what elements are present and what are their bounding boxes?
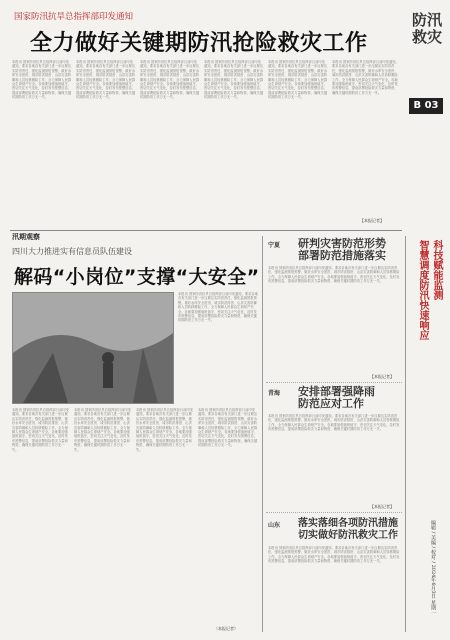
side-slogan-1: 科技赋能监测	[431, 240, 442, 300]
section-code: B 03	[409, 98, 443, 114]
upper-col-3: 本报讯 国家防汛抗旱总指挥部日前印发通知，要求各地各有关部门进一步压紧压实防汛责任，强化监测预报预警，做好水库安全度汛、城市防洪排涝、山洪灾害防御和人员转移避险工作，全力保障人民群众生命财产安全。各地要加强值班值守，密切关注天气变化，及时发布预警信息，提前部署抢险救灾力量和物资，确保关键时期防汛工作万无一失。	[140, 60, 200, 100]
lower-col-1: 本报讯 国家防汛抗旱总指挥部日前印发通知，要求各地各有关部门进一步压紧压实防汛责任，强化监测预报预警，做好水库安全度汛、城市防洪排涝、山洪灾害防御和人员转移避险工作，全力保障人民群众生命财产安全。各地要加强值班值守，密切关注天气变化，及时发布预警信息，提前部署抢险救灾力量和物资，确保关键时期防汛工作万无一失。	[12, 408, 69, 452]
upper-col-5: 本报讯 国家防汛抗旱总指挥部日前印发通知，要求各地各有关部门进一步压紧压实防汛责任，强化监测预报预警，做好水库安全度汛、城市防洪排涝、山洪灾害防御和人员转移避险工作，全力保障人民群众生命财产安全。各地要加强值班值守，密切关注天气变化，及时发布预警信息，提前部署抢险救灾力量和物资，确保关键时期防汛工作万无一失。	[268, 60, 328, 100]
shandong-body: 本报讯 国家防汛抗旱总指挥部日前印发通知，要求各地各有关部门进一步压紧压实防汛责任，强化监测预报预警，做好水库安全度汛、城市防洪排涝、山洪灾害防御和人员转移避险工作，全力保障人民群众生命财产安全。各地要加强值班值守，密切关注天气变化，及时发布预警信息，提前部署抢险救灾力量和物资，确保关键时期防汛工作万无一失。	[268, 546, 400, 564]
shandong-headline: 落实落细各项防汛措施 切实做好防汛救灾工作	[298, 518, 398, 541]
ningxia-body: 本报讯 国家防汛抗旱总指挥部日前印发通知，要求各地各有关部门进一步压紧压实防汛责任，强化监测预报预警，做好水库安全度汛、城市防洪排涝、山洪灾害防御和人员转移避险工作，全力保障人民群众生命财产安全。各地要加强值班值守，密切关注天气变化，及时发布预警信息，提前部署抢险救灾力量和物资，确保关键时期防汛工作万无一失。	[268, 266, 400, 284]
divider-qinghai	[266, 512, 402, 513]
divider-vertical	[262, 236, 263, 632]
main-headline: 全力做好关键期防汛抢险救灾工作	[30, 31, 368, 56]
region-shandong: 山东	[268, 522, 281, 529]
qinghai-headline: 安排部署强降雨 防范应对工作	[298, 385, 375, 410]
photo-illustration	[13, 293, 173, 403]
lower-col-beside-photo: 本报讯 国家防汛抗旱总指挥部日前印发通知，要求各地各有关部门进一步压紧压实防汛责任，强化监测预报预警，做好水库安全度汛、城市防洪排涝、山洪灾害防御和人员转移避险工作，全力保障人民群众生命财产安全。各地要加强值班值守，密切关注天气变化，及时发布预警信息，提前部署抢险救灾力量和物资，确保关键时期防汛工作万无一失。	[178, 292, 259, 323]
divider-ningxia	[266, 382, 402, 383]
article-photo	[12, 292, 174, 404]
region-ningxia: 宁夏	[268, 242, 281, 249]
lower-headline: 解码“小岗位”支撑“大安全”	[14, 266, 260, 288]
section-name	[410, 12, 444, 46]
qinghai-body: 本报讯 国家防汛抗旱总指挥部日前印发通知，要求各地各有关部门进一步压紧压实防汛责任，强化监测预报预警，做好水库安全度汛、城市防洪排涝、山洪灾害防御和人员转移避险工作，全力保障人民群众生命财产安全。各地要加强值班值守，密切关注天气变化，及时发布预警信息，提前部署抢险救灾力量和物资，确保关键时期防汛工作万无一失。	[268, 414, 400, 432]
column-label: 汛期观察	[12, 233, 40, 241]
lower-col-2: 本报讯 国家防汛抗旱总指挥部日前印发通知，要求各地各有关部门进一步压紧压实防汛责任，强化监测预报预警，做好水库安全度汛、城市防洪排涝、山洪灾害防御和人员转移避险工作，全力保障人民群众生命财产安全。各地要加强值班值守，密切关注天气变化，及时发布预警信息，提前部署抢险救灾力量和物资，确保关键时期防汛工作万无一失。	[74, 408, 131, 452]
side-slogan-2: 智慧调度防汛	[417, 240, 428, 300]
upper-col-1: 本报讯 国家防汛抗旱总指挥部日前印发通知，要求各地各有关部门进一步压紧压实防汛责任，强化监测预报预警，做好水库安全度汛、城市防洪排涝、山洪灾害防御和人员转移避险工作，全力保障人民群众生命财产安全。各地要加强值班值守，密切关注天气变化，及时发布预警信息，提前部署抢险救灾力量和物资，确保关键时期防汛工作万无一失。	[12, 60, 72, 100]
footer-side: 编辑 / 美编 / 校对 / 2024年6月3日 星期一	[430, 520, 436, 616]
editor-tag-4: （本报记者）	[214, 626, 238, 631]
section-name-text: 防汛救灾	[411, 11, 442, 46]
divider-upper	[10, 230, 402, 231]
region-qinghai: 青海	[268, 390, 281, 397]
upper-col-4: 本报讯 国家防汛抗旱总指挥部日前印发通知，要求各地各有关部门进一步压紧压实防汛责任，强化监测预报预警，做好水库安全度汛、城市防洪排涝、山洪灾害防御和人员转移避险工作，全力保障人民群众生命财产安全。各地要加强值班值守，密切关注天气变化，及时发布预警信息，提前部署抢险救灾力量和物资，确保关键时期防汛工作万无一失。	[204, 60, 264, 100]
lower-col-4: 本报讯 国家防汛抗旱总指挥部日前印发通知，要求各地各有关部门进一步压紧压实防汛责任，强化监测预报预警，做好水库安全度汛、城市防洪排涝、山洪灾害防御和人员转移避险工作，全力保障人民群众生命财产安全。各地要加强值班值守，密切关注天气变化，及时发布预警信息，提前部署抢险救灾力量和物资，确保关键时期防汛工作万无一失。	[198, 408, 258, 448]
editor-tag-2: 【本报记者】	[370, 374, 394, 379]
lower-kicker: 四川大力推进实有信息员队伍建设	[12, 247, 132, 256]
editor-tag-3: 【本报记者】	[370, 504, 394, 509]
top-kicker: 国家防汛抗旱总指挥部印发通知	[14, 12, 134, 22]
upper-col-2: 本报讯 国家防汛抗旱总指挥部日前印发通知，要求各地各有关部门进一步压紧压实防汛责任，强化监测预报预警，做好水库安全度汛、城市防洪排涝、山洪灾害防御和人员转移避险工作，全力保障人民群众生命财产安全。各地要加强值班值守，密切关注天气变化，及时发布预警信息，提前部署抢险救灾力量和物资，确保关键时期防汛工作万无一失。	[76, 60, 136, 100]
upper-col-6: 本报讯 国家防汛抗旱总指挥部日前印发通知，要求各地各有关部门进一步压紧压实防汛责任，强化监测预报预警，做好水库安全度汛、城市防洪排涝、山洪灾害防御和人员转移避险工作，全力保障人民群众生命财产安全。各地要加强值班值守，密切关注天气变化，及时发布预警信息，提前部署抢险救灾力量和物资，确保关键时期防汛工作万无一失。	[332, 60, 399, 95]
side-divider	[405, 236, 406, 632]
side-slogan-3: 快速响应	[417, 300, 428, 340]
ningxia-headline: 研判灾害防范形势 部署防范措施落实	[298, 237, 386, 262]
editor-tag-1: 【本报记者】	[360, 218, 384, 223]
lower-col-3: 本报讯 国家防汛抗旱总指挥部日前印发通知，要求各地各有关部门进一步压紧压实防汛责任，强化监测预报预警，做好水库安全度汛、城市防洪排涝、山洪灾害防御和人员转移避险工作，全力保障人民群众生命财产安全。各地要加强值班值守，密切关注天气变化，及时发布预警信息，提前部署抢险救灾力量和物资，确保关键时期防汛工作万无一失。	[136, 408, 193, 452]
